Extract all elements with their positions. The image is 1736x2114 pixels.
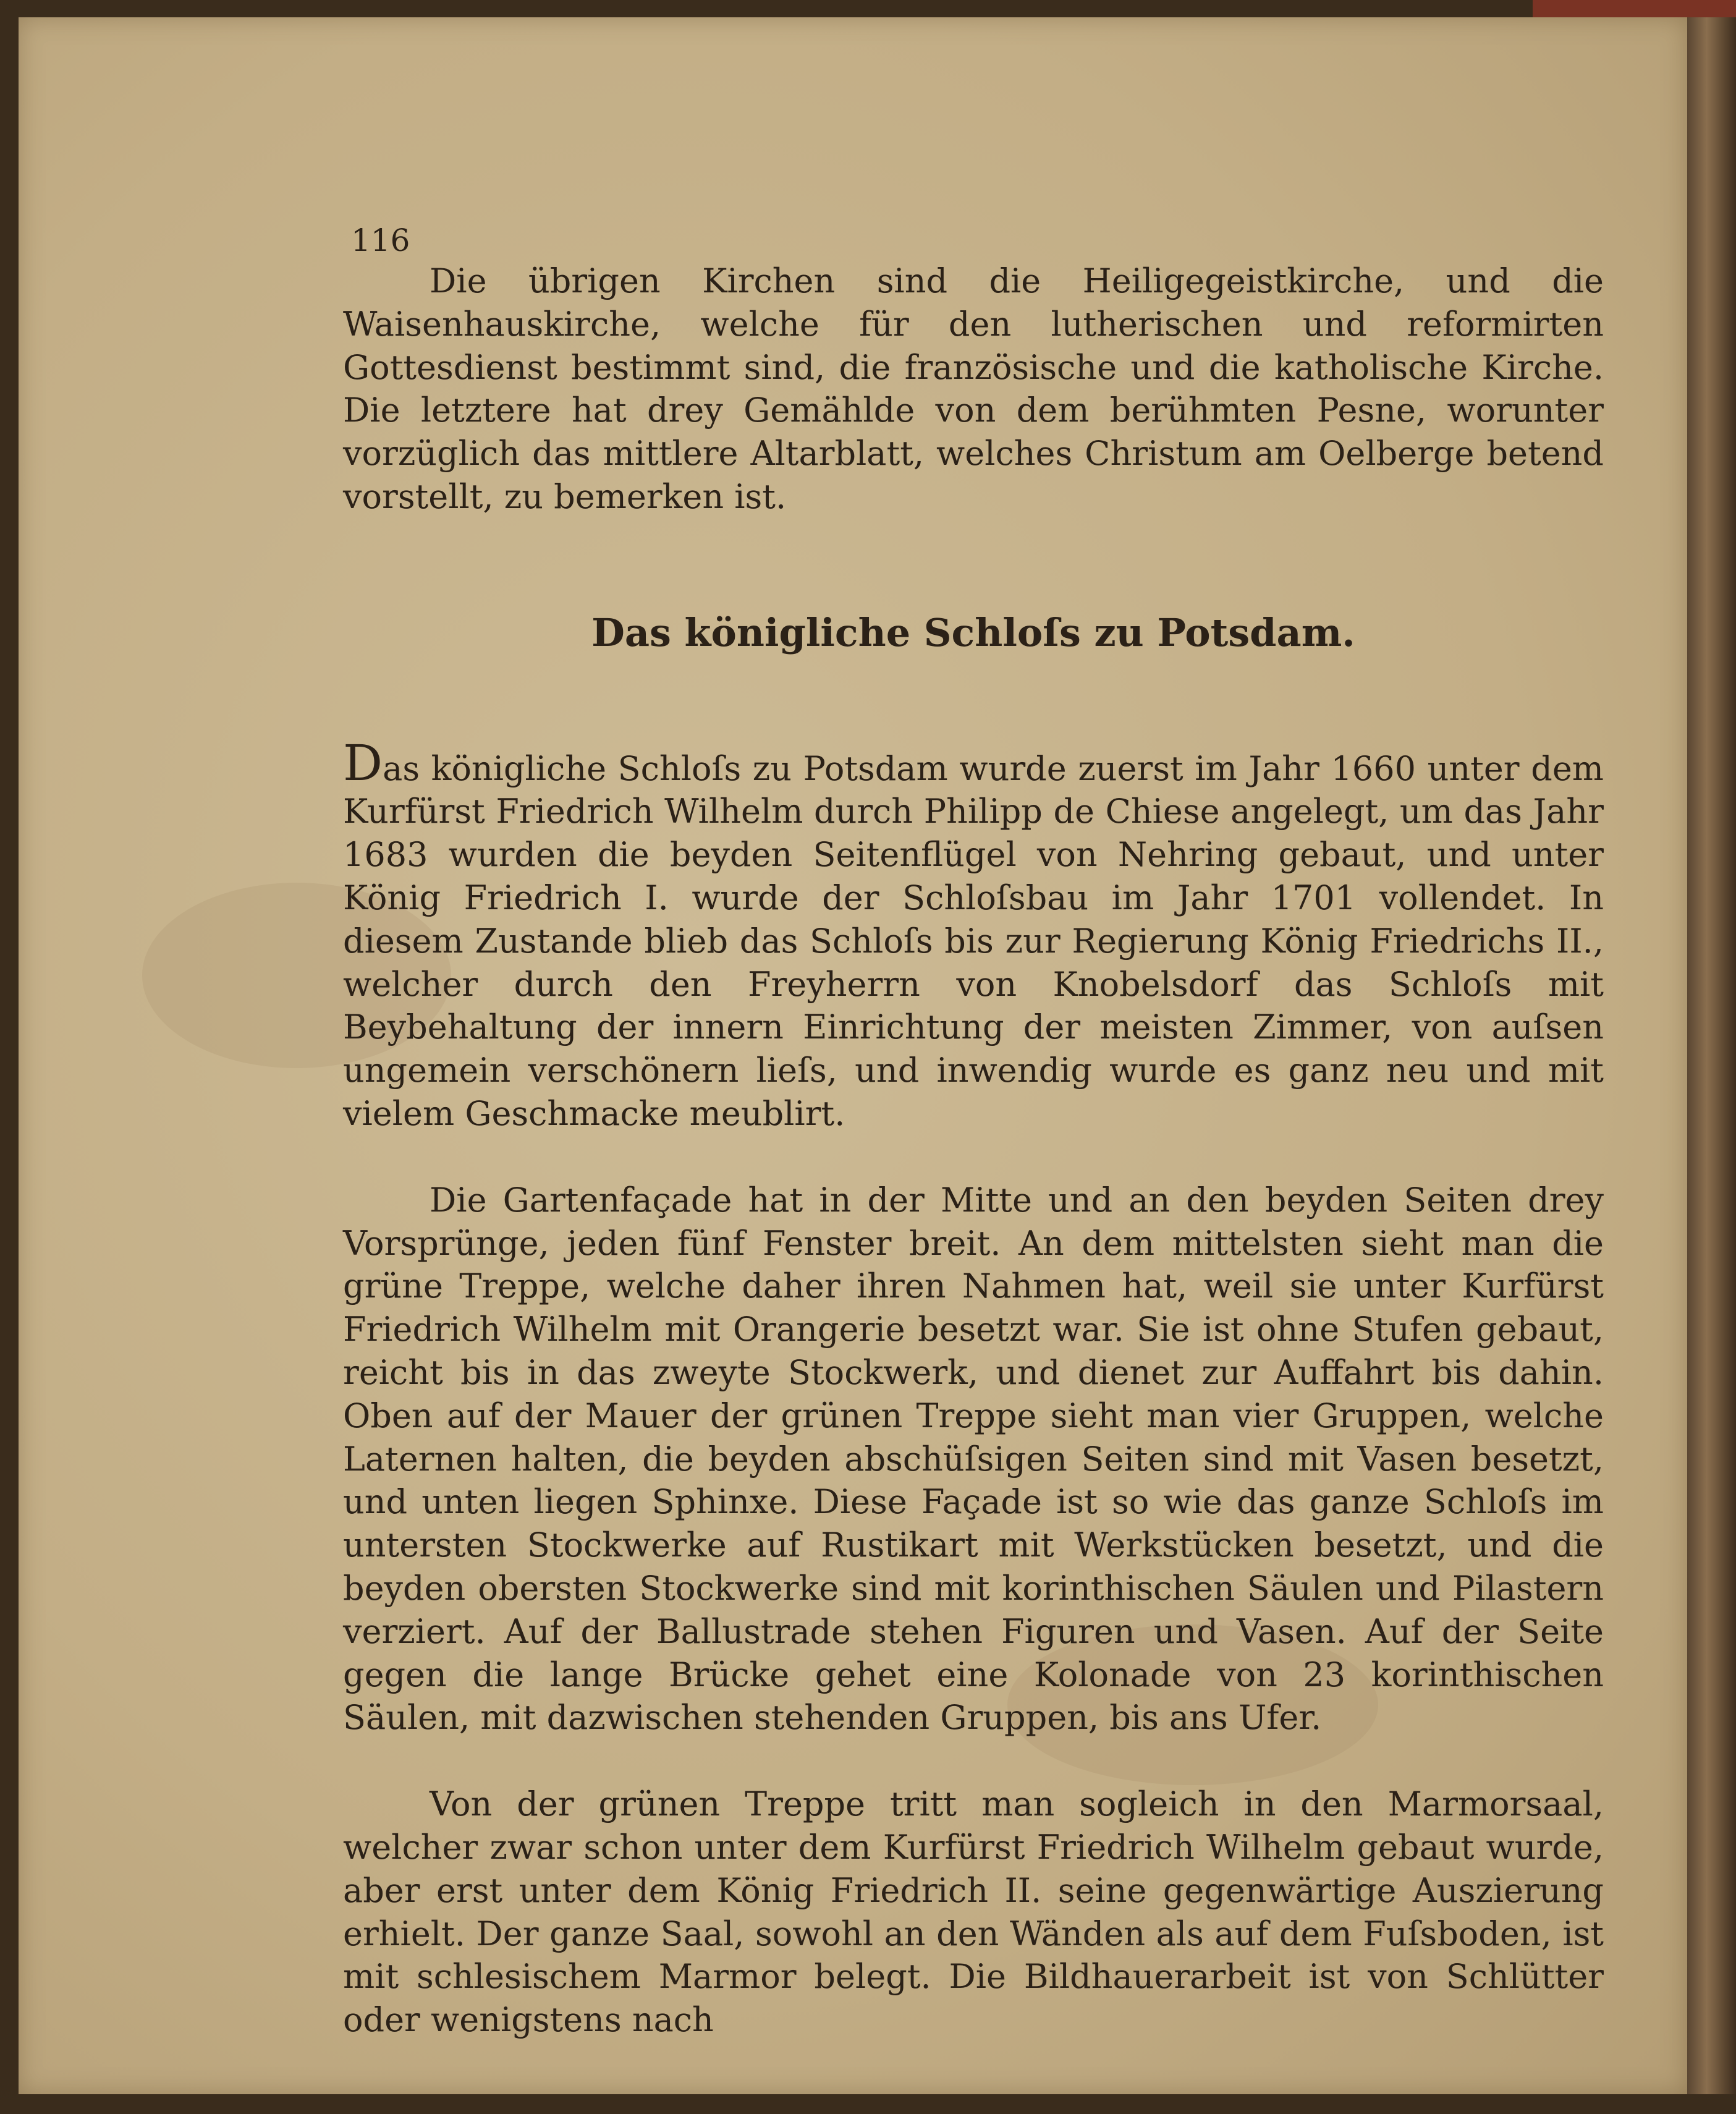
page-number: 116 [351,223,410,258]
book-cover-edge [1533,0,1736,19]
initial-letter: D [343,734,383,792]
paragraph-history [343,734,1604,1136]
page-gutter [1687,17,1736,2094]
paragraph-marble-hall: Von der grünen Treppe tritt man sogleich in den Marmorsaal, welcher zwar schon unter dem Kurfürst Friedrich Wilhelm gebaut wurde, aber erst unter dem König Friedrich II. seine gegenwärtige Auszierung erhielt. Der ganze Saal, sowohl an den Wänden als auf dem Fuſsboden, ist mit schlesischem Marmor belegt. Die Bildhauerarbeit ist von Schlütter oder wenigstens nach [343,1785,1604,2040]
paragraph-churches: Die übrigen Kirchen sind die Heiligegeistkirche, und die Waisenhauskirche, welche für den lutherischen und reformirten Gottesdienst bestimmt sind, die französische und die katholische Kirche. Die letztere hat drey Gemählde von dem berühmten Pesne, worunter vorzüglich das mittlere Altarblatt, welches Christum am Oelberge betend vorstellt, zu bemerken ist. [343,261,1604,516]
paragraph-history-text: as königliche Schloſs zu Potsdam wurde zuerst im Jahr 1660 unter dem Kurfürst Friedrich Wilhelm durch Philipp de Chiese angelegt, um das Jahr 1683 wurden die beyden Seitenflügel von Nehring gebaut, und unter König Friedrich I. wurde der Schloſsbau im Jahr 1701 vollendet. In diesem Zustande blieb das Schloſs bis zur Regierung König Friedrichs II., welcher durch den Freyherrn von Knobelsdorf das Schloſs mit Beybehaltung der innern Einrichtung der meisten Zimmer, von auſsen ungemein verschönern lieſs, und inwendig wurde es ganz neu und mit vielem Geschmacke meublirt. [343,749,1604,1133]
page-text [343,229,1604,2042]
paragraph-facade: Die Gartenfaçade hat in der Mitte und an den beyden Seiten drey Vorsprünge, jeden fünf Fenster breit. An dem mittelsten sieht man die grüne Treppe, welche daher ihren Nahmen hat, weil sie unter Kurfürst Friedrich Wilhelm mit Orangerie besetzt war. Sie ist ohne Stufen gebaut, reicht bis in das zweyte Stockwerk, und dienet zur Auffahrt bis dahin. Oben auf der Mauer der grünen Treppe sieht man vier Gruppen, welche Laternen halten, die beyden abschüſsigen Seiten sind mit Vasen besetzt, und unten liegen Sphinxe. Diese Façade ist so wie das ganze Schloſs im untersten Stockwerke auf Rustikart mit Werkstücken besetzt, und die beyden obersten Stockwerke sind mit korinthischen Säulen und Pilastern verziert. Auf der Ballustrade stehen Figuren und Vasen. Auf der Seite gegen die lange Brücke gehet eine Kolonade von 23 korinthischen Säulen, mit dazwischen stehenden Gruppen, bis ans Ufer. [343,1180,1604,1738]
section-heading: Das königliche Schloſs zu Potsdam. [591,609,1355,655]
